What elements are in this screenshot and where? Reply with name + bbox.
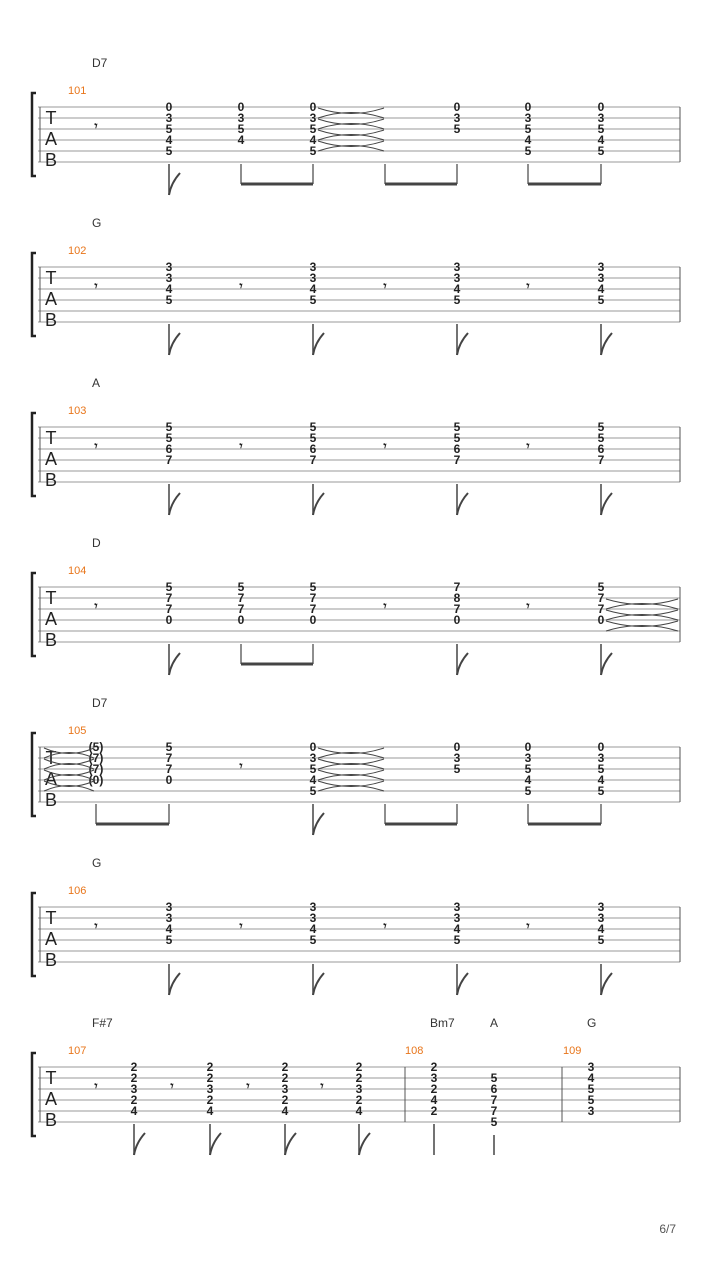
tab-clef-letter: A	[44, 769, 58, 789]
fret-number: 2	[206, 1060, 214, 1074]
tab-clef-letter: T	[45, 588, 57, 608]
fret-number: 2	[281, 1071, 289, 1085]
fret-number: 2	[355, 1093, 363, 1107]
fret-number: 0	[165, 100, 173, 114]
eighth-rest: 𝄾	[239, 919, 243, 933]
fret-number: 5	[597, 933, 605, 947]
eighth-rest: 𝄾	[383, 439, 387, 453]
eighth-rest: 𝄾	[526, 439, 530, 453]
fret-number: 7	[597, 453, 605, 467]
fret-number: 7	[237, 591, 245, 605]
fret-number: 3	[597, 111, 605, 125]
system-bracket	[32, 93, 36, 176]
fret-number: 7	[490, 1104, 498, 1118]
fret-number: 4	[237, 133, 245, 147]
note-flag	[134, 1133, 145, 1155]
fret-number: 2	[355, 1071, 363, 1085]
fret-number: 3	[355, 1082, 363, 1096]
tab-clef-letter: A	[44, 129, 58, 149]
fret-number: 3	[597, 260, 605, 274]
fret-number: 5	[453, 762, 461, 776]
fret-number: 3	[309, 111, 317, 125]
fret-number: 7	[453, 602, 461, 616]
fret-number: 0	[237, 100, 245, 114]
fret-number: 0	[597, 100, 605, 114]
fret-number: 3	[165, 111, 173, 125]
system-bracket	[32, 893, 36, 976]
fret-number: 4	[206, 1104, 214, 1118]
fret-number: 7	[165, 751, 173, 765]
fret-number: 4	[309, 282, 317, 296]
tab-clef-letter: A	[44, 609, 58, 629]
fret-number: 0	[165, 613, 173, 627]
fret-number: 7	[165, 591, 173, 605]
tab-clef-letter: B	[44, 470, 58, 490]
fret-number: 5	[309, 122, 317, 136]
measure-number: 103	[68, 405, 87, 417]
eighth-rest: 𝄾	[94, 439, 98, 453]
fret-number: 5	[587, 1093, 595, 1107]
eighth-rest: 𝄾	[526, 599, 530, 613]
fret-number: 7	[165, 602, 173, 616]
fret-number: 3	[309, 751, 317, 765]
chord-name: D7	[92, 696, 108, 710]
fret-number: 6	[165, 442, 173, 456]
fret-number: (0)	[88, 773, 104, 787]
tab-clef-letter: B	[44, 950, 58, 970]
fret-number: 5	[597, 144, 605, 158]
fret-number: 5	[309, 580, 317, 594]
eighth-rest: 𝄾	[94, 279, 98, 293]
tab-clef-letter: A	[44, 929, 58, 949]
fret-number: 5	[453, 122, 461, 136]
fret-number: 4	[597, 922, 605, 936]
note-flag	[601, 653, 612, 675]
fret-number: 2	[206, 1071, 214, 1085]
eighth-rest: 𝄾	[246, 1079, 250, 1093]
fret-number: 7	[597, 602, 605, 616]
measure-number: 108	[405, 1045, 424, 1057]
note-flag	[313, 493, 324, 515]
fret-number: 3	[165, 900, 173, 914]
fret-number: 5	[309, 144, 317, 158]
fret-number: 5	[490, 1115, 498, 1129]
fret-number: 0	[597, 613, 605, 627]
fret-number: 5	[597, 420, 605, 434]
chord-name: D	[92, 536, 101, 550]
system-bracket	[32, 733, 36, 816]
fret-number: 4	[453, 922, 461, 936]
fret-number: 4	[587, 1071, 595, 1085]
fret-number: 6	[490, 1082, 498, 1096]
eighth-rest: 𝄾	[383, 919, 387, 933]
measure-number: 105	[68, 725, 87, 737]
fret-number: 8	[453, 591, 461, 605]
fret-number: 5	[453, 431, 461, 445]
eighth-rest: 𝄾	[94, 599, 98, 613]
tab-clef-letter: T	[45, 748, 57, 768]
eighth-rest: 𝄾	[526, 279, 530, 293]
note-flag	[169, 653, 180, 675]
fret-number: 3	[309, 271, 317, 285]
fret-number: 5	[165, 144, 173, 158]
fret-number: 0	[309, 100, 317, 114]
tab-clef-letter: B	[44, 150, 58, 170]
eighth-rest: 𝄾	[94, 119, 98, 133]
fret-number: 5	[165, 740, 173, 754]
chord-name: Bm7	[430, 1016, 455, 1030]
fret-number: (7)	[88, 762, 104, 776]
measure-number: 107	[68, 1045, 87, 1057]
fret-number: 4	[597, 773, 605, 787]
fret-number: 5	[165, 122, 173, 136]
fret-number: 5	[597, 293, 605, 307]
tab-clef-letter: B	[44, 630, 58, 650]
fret-number: 5	[165, 420, 173, 434]
fret-number: 2	[430, 1082, 438, 1096]
fret-number: 3	[453, 260, 461, 274]
fret-number: 5	[309, 762, 317, 776]
chord-name: G	[587, 1016, 597, 1030]
fret-number: 3	[524, 751, 532, 765]
fret-number: 4	[453, 282, 461, 296]
fret-number: 4	[130, 1104, 138, 1118]
fret-number: 3	[597, 900, 605, 914]
fret-number: 2	[206, 1093, 214, 1107]
fret-number: 5	[597, 122, 605, 136]
fret-number: 5	[524, 144, 532, 158]
fret-number: 3	[430, 1071, 438, 1085]
fret-number: 5	[309, 420, 317, 434]
fret-number: 4	[165, 133, 173, 147]
fret-number: 2	[430, 1104, 438, 1118]
note-flag	[601, 493, 612, 515]
fret-number: 3	[281, 1082, 289, 1096]
note-flag	[359, 1133, 370, 1155]
eighth-rest: 𝄾	[383, 279, 387, 293]
note-flag	[601, 333, 612, 355]
fret-number: 7	[237, 602, 245, 616]
chord-name: A	[92, 376, 101, 390]
fret-number: 4	[309, 773, 317, 787]
eighth-rest: 𝄾	[239, 759, 243, 773]
fret-number: 6	[309, 442, 317, 456]
eighth-rest: 𝄾	[94, 1079, 98, 1093]
fret-number: 5	[597, 431, 605, 445]
note-flag	[457, 333, 468, 355]
note-flag	[313, 333, 324, 355]
fret-number: 3	[237, 111, 245, 125]
system-bracket	[32, 413, 36, 496]
fret-number: 6	[453, 442, 461, 456]
fret-number: 5	[309, 933, 317, 947]
fret-number: 5	[597, 784, 605, 798]
fret-number: 3	[309, 260, 317, 274]
eighth-rest: 𝄾	[239, 279, 243, 293]
fret-number: 5	[165, 933, 173, 947]
fret-number: 3	[453, 751, 461, 765]
eighth-rest: 𝄾	[320, 1079, 324, 1093]
tab-clef-letter: T	[45, 108, 57, 128]
fret-number: 5	[524, 762, 532, 776]
fret-number: 5	[597, 580, 605, 594]
system-bracket	[32, 1053, 36, 1136]
tab-clef-letter: B	[44, 1110, 58, 1130]
fret-number: 0	[597, 740, 605, 754]
fret-number: 5	[237, 580, 245, 594]
measure-number: 104	[68, 565, 87, 577]
eighth-rest: 𝄾	[239, 439, 243, 453]
measure-number: 102	[68, 245, 87, 257]
fret-number: 4	[355, 1104, 363, 1118]
fret-number: 2	[281, 1093, 289, 1107]
note-flag	[169, 493, 180, 515]
fret-number: 7	[165, 762, 173, 776]
tab-clef-letter: B	[44, 790, 58, 810]
fret-number: 5	[524, 122, 532, 136]
chord-name: G	[92, 856, 102, 870]
fret-number: 3	[130, 1082, 138, 1096]
fret-number: 3	[165, 911, 173, 925]
fret-number: 5	[453, 933, 461, 947]
eighth-rest: 𝄾	[526, 919, 530, 933]
chord-name: D7	[92, 56, 108, 70]
measure-number: 101	[68, 85, 87, 97]
chord-name: F#7	[92, 1016, 113, 1030]
tab-clef-letter: T	[45, 908, 57, 928]
note-flag	[169, 333, 180, 355]
fret-number: 5	[309, 293, 317, 307]
fret-number: 3	[587, 1060, 595, 1074]
fret-number: 0	[524, 100, 532, 114]
fret-number: 2	[130, 1060, 138, 1074]
fret-number: 0	[237, 613, 245, 627]
note-flag	[210, 1133, 221, 1155]
note-flag	[601, 973, 612, 995]
fret-number: 3	[597, 271, 605, 285]
fret-number: 2	[355, 1060, 363, 1074]
fret-number: 3	[309, 900, 317, 914]
fret-number: 4	[430, 1093, 438, 1107]
fret-number: 7	[309, 602, 317, 616]
fret-number: 5	[453, 293, 461, 307]
page-number: 6/7	[659, 1222, 676, 1236]
tab-clef-letter: T	[45, 428, 57, 448]
fret-number: 3	[597, 911, 605, 925]
note-flag	[285, 1133, 296, 1155]
fret-number: 4	[281, 1104, 289, 1118]
fret-number: 0	[309, 613, 317, 627]
fret-number: 5	[237, 122, 245, 136]
fret-number: 5	[524, 784, 532, 798]
fret-number: 4	[524, 133, 532, 147]
fret-number: 0	[453, 613, 461, 627]
system-bracket	[32, 253, 36, 336]
fret-number: (7)	[88, 751, 104, 765]
fret-number: 5	[165, 580, 173, 594]
fret-number: 4	[309, 922, 317, 936]
fret-number: 4	[524, 773, 532, 787]
fret-number: 3	[587, 1104, 595, 1118]
fret-number: 7	[309, 591, 317, 605]
fret-number: 3	[453, 900, 461, 914]
chord-name: G	[92, 216, 102, 230]
fret-number: 7	[490, 1093, 498, 1107]
measure-number: 109	[563, 1045, 582, 1057]
note-flag	[457, 653, 468, 675]
tab-clef-letter: B	[44, 310, 58, 330]
tab-clef-letter: A	[44, 1089, 58, 1109]
note-flag	[169, 173, 180, 195]
fret-number: 5	[309, 784, 317, 798]
eighth-rest: 𝄾	[94, 919, 98, 933]
fret-number: 5	[165, 431, 173, 445]
fret-number: 0	[309, 740, 317, 754]
fret-number: 3	[309, 911, 317, 925]
fret-number: 0	[453, 100, 461, 114]
fret-number: 2	[130, 1071, 138, 1085]
eighth-rest: 𝄾	[170, 1079, 174, 1093]
fret-number: (5)	[88, 740, 104, 754]
fret-number: 7	[453, 580, 461, 594]
fret-number: 5	[587, 1082, 595, 1096]
fret-number: 3	[453, 271, 461, 285]
note-flag	[457, 973, 468, 995]
tab-clef-letter: A	[44, 449, 58, 469]
fret-number: 4	[597, 133, 605, 147]
note-flag	[313, 973, 324, 995]
fret-number: 2	[430, 1060, 438, 1074]
system-bracket	[32, 573, 36, 656]
fret-number: 7	[165, 453, 173, 467]
note-flag	[313, 813, 324, 835]
fret-number: 3	[453, 111, 461, 125]
fret-number: 2	[281, 1060, 289, 1074]
fret-number: 3	[597, 751, 605, 765]
fret-number: 3	[524, 111, 532, 125]
fret-number: 6	[597, 442, 605, 456]
fret-number: 4	[165, 282, 173, 296]
fret-number: 4	[165, 922, 173, 936]
fret-number: 0	[453, 740, 461, 754]
note-flag	[169, 973, 180, 995]
tab-clef-letter: A	[44, 289, 58, 309]
fret-number: 5	[490, 1071, 498, 1085]
fret-number: 3	[165, 260, 173, 274]
fret-number: 3	[206, 1082, 214, 1096]
fret-number: 7	[453, 453, 461, 467]
fret-number: 3	[165, 271, 173, 285]
tab-clef-letter: T	[45, 268, 57, 288]
eighth-rest: 𝄾	[383, 599, 387, 613]
fret-number: 4	[309, 133, 317, 147]
note-flag	[457, 493, 468, 515]
fret-number: 5	[309, 431, 317, 445]
measure-number: 106	[68, 885, 87, 897]
fret-number: 5	[165, 293, 173, 307]
fret-number: 5	[597, 762, 605, 776]
fret-number: 3	[453, 911, 461, 925]
fret-number: 5	[453, 420, 461, 434]
chord-name: A	[490, 1016, 499, 1030]
fret-number: 4	[597, 282, 605, 296]
fret-number: 7	[309, 453, 317, 467]
fret-number: 0	[165, 773, 173, 787]
fret-number: 0	[524, 740, 532, 754]
tab-clef-letter: T	[45, 1068, 57, 1088]
fret-number: 2	[130, 1093, 138, 1107]
fret-number: 7	[597, 591, 605, 605]
